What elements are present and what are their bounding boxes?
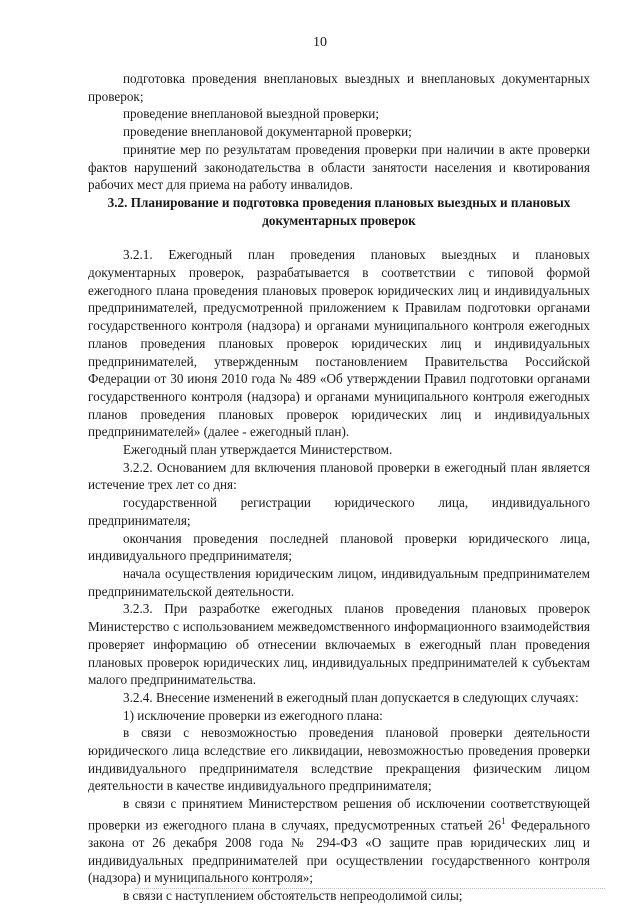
list-item: начала осуществления юридическим лицом, индивидуальным предпринимателем предпринимательской деятельности. <box>88 565 590 599</box>
paragraph: проведение внеплановой документарной проверки; <box>123 124 412 140</box>
paragraph-3-2-2: 3.2.2. Основанием для включения плановой проверки в ежегодный план является истечение трех лет со дня: <box>88 459 590 493</box>
law-reference-text: в связи с принятием Министерством решения об исключении соответствующей проверки из ежегодного плана в случаях, предусмотренных статьей 26 <box>88 796 590 833</box>
paragraph-3-2-4: 3.2.4. Внесение изменений в ежегодный план допускается в следующих случаях: <box>123 689 579 705</box>
paragraph-3-2-3: 3.2.3. При разработке ежегодных планов проведения плановых проверок Министерство с использованием межведомственного информационного взаимодействия проверяет информацию об отнесении включаемых в ежегодный план проведения плановых проверок юридических лиц, индивидуальных предпринимателей к субъектам малого предпринимательства. <box>88 601 590 688</box>
paragraph: подготовка проведения внеплановых выездных и внеплановых документарных проверок; <box>88 71 590 104</box>
list-item: в связи с невозможностью проведения плановой проверки деятельности юридического лица вследствие его ликвидации, невозможностью проведения проверки индивидуального предпринимателя вследствие прекращения физическим лицом деятельности в качестве индивидуального предпринимателя; <box>88 725 590 794</box>
document-body <box>88 70 590 905</box>
list-item: 1) исключение проверки из ежегодного плана: <box>123 707 383 723</box>
superscript: 1 <box>501 815 506 826</box>
list-item: в связи с наступлением обстоятельств непреодолимой силы; <box>123 888 463 904</box>
scan-edge-line <box>135 888 605 889</box>
paragraph: проведение внеплановой выездной проверки; <box>123 106 380 122</box>
law-reference-tail: Федерального закона от 26 декабря 2008 года № 294-ФЗ «О защите прав юридических лиц и индивидуальных предпринимателей при осуществлении государственного контроля (надзора) и муниципального контроля»; <box>88 817 590 886</box>
paragraph-3-2-1: 3.2.1. Ежегодный план проведения плановых выездных и плановых документарных проверок, разрабатывается в соответствии с типовой формой ежегодного плана проведения плановых проверок юридических лиц и индивидуальных предпринимателей, предусмотренной приложением к Правилам подготовки органами государственного контроля (надзора) и органами муниципального контроля ежегодных планов проведения плановых проверок юридических лиц и индивидуальных предпринимателей, утвержденным постановлением Правительства Российской Федерации от 30 июня 2010 года № 489 «Об утверждении Правил подготовки органами государственного контроля (надзора) и органами муниципального контроля ежегодных планов проведения плановых проверок юридических лиц и индивидуальных предпринимателей» (далее - ежегодный план). <box>88 247 590 440</box>
paragraph: принятие мер по результатам проведения проверки при наличии в акте проверки фактов нарушений законодательства в области занятости населения и квотирования рабочих мест для приема на работу инвалидов. <box>88 141 590 193</box>
list-item <box>88 795 590 887</box>
section-heading: 3.2. Планирование и подготовка проведения плановых выездных и плановых документарных проверок <box>107 194 571 228</box>
paragraph: Ежегодный план утверждается Министерством. <box>123 442 393 458</box>
list-item: окончания проведения последней плановой проверки юридического лица, индивидуального предпринимателя; <box>88 530 590 564</box>
list-item: государственной регистрации юридического лица, индивидуального предпринимателя; <box>88 495 590 528</box>
page-number: 10 <box>313 35 327 50</box>
